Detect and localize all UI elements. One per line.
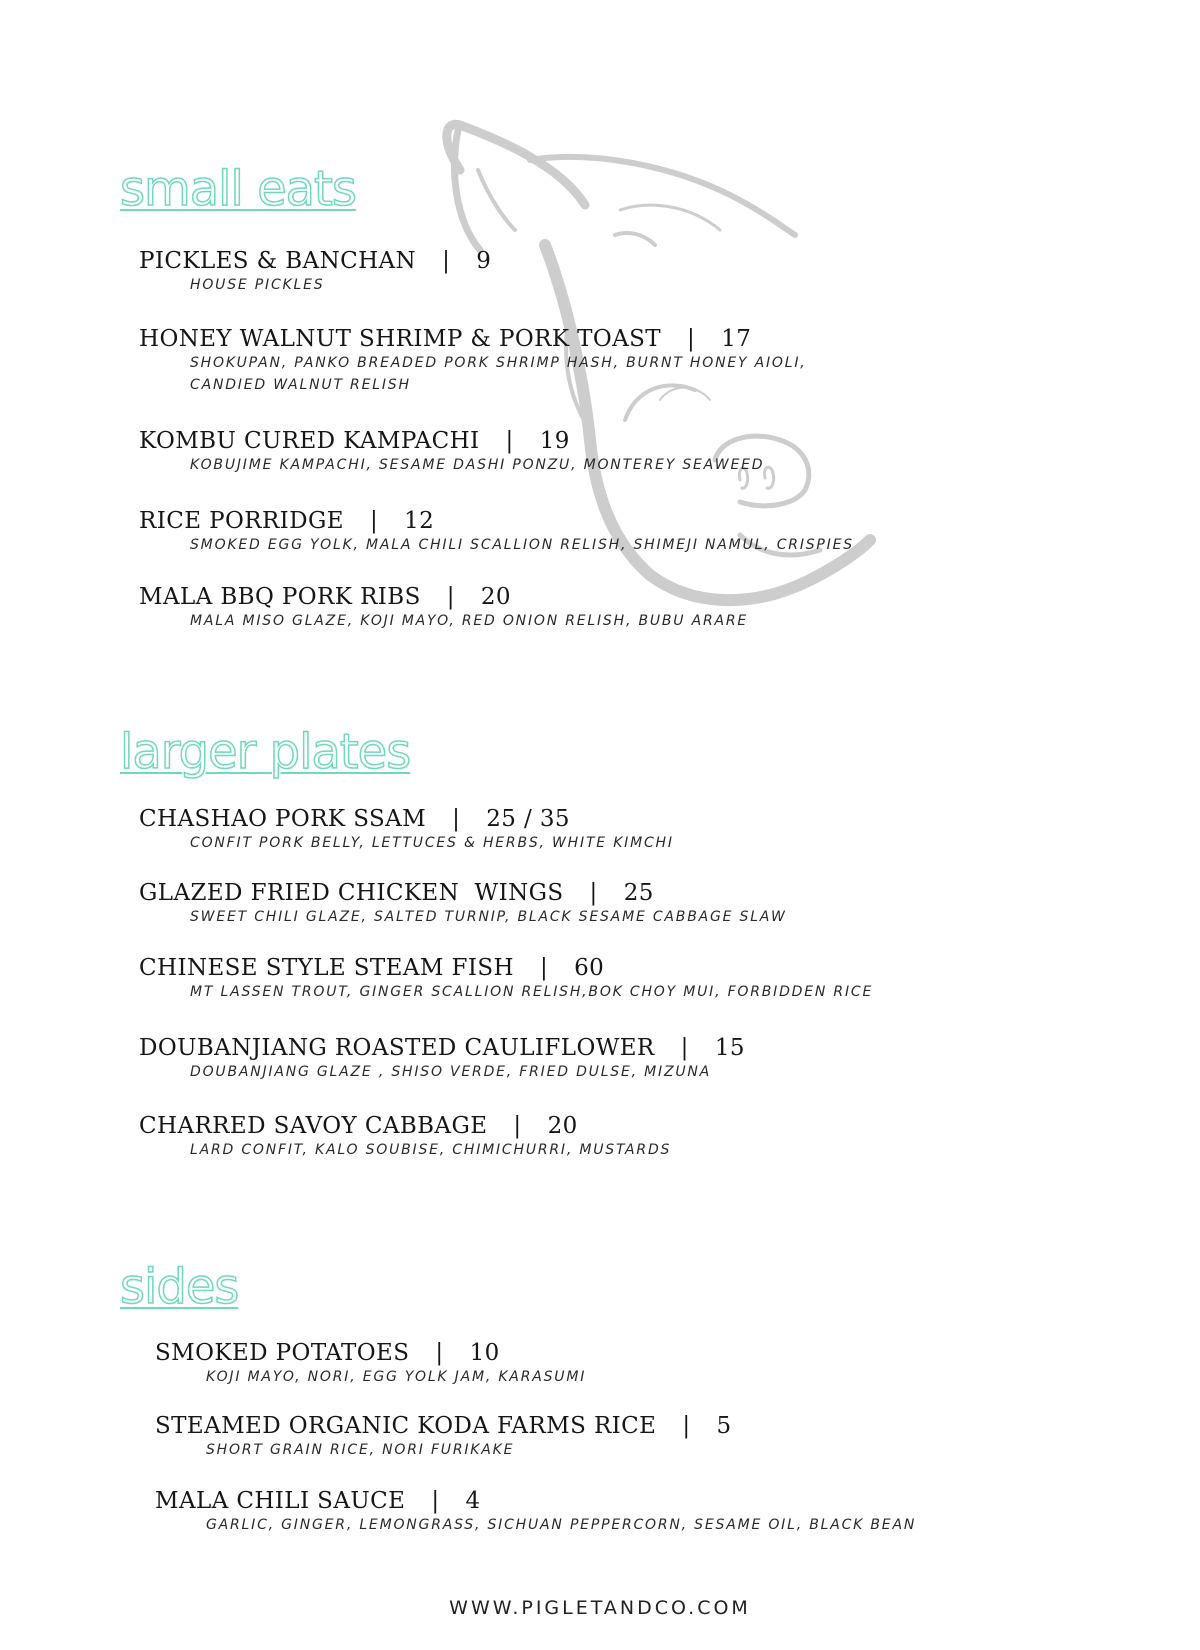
price-separator: | xyxy=(435,1340,444,1366)
item-line xyxy=(139,1035,745,1061)
item-price: 9 xyxy=(476,248,492,274)
section-title-larger-plates: larger plates xyxy=(120,724,411,780)
price-separator: | xyxy=(687,326,696,352)
item-line xyxy=(139,1113,671,1139)
menu-item xyxy=(139,880,787,928)
item-price: 4 xyxy=(465,1488,481,1514)
price-separator: | xyxy=(505,428,514,454)
item-price: 15 xyxy=(714,1035,745,1061)
item-price: 25 xyxy=(623,880,654,906)
item-description: SMOKED EGG YOLK, MALA CHILI SCALLION RELISH, SHIMEJI NAMUL, CRISPIES xyxy=(190,537,854,553)
price-separator: | xyxy=(589,880,598,906)
item-name: STEAMED ORGANIC KODA FARMS RICE xyxy=(155,1413,657,1439)
item-line xyxy=(139,326,807,352)
item-line xyxy=(139,248,491,274)
item-price: 60 xyxy=(574,955,605,981)
item-line xyxy=(139,806,674,832)
menu-item xyxy=(139,326,807,396)
menu-item xyxy=(139,428,764,476)
price-separator: | xyxy=(442,248,451,274)
item-description: LARD CONFIT, KALO SOUBISE, CHIMICHURRI, MUSTARDS xyxy=(190,1142,672,1158)
item-description: SHOKUPAN, PANKO BREADED PORK SHRIMP HASH, BURNT HONEY AIOLI, CANDIED WALNUT RELISH xyxy=(190,355,807,393)
item-name: SMOKED POTATOES xyxy=(155,1340,410,1366)
website-link[interactable]: WWW.PIGLETANDCO.COM xyxy=(449,1597,751,1619)
price-separator: | xyxy=(431,1488,440,1514)
item-name: PICKLES & BANCHAN xyxy=(139,248,417,274)
item-description: KOJI MAYO, NORI, EGG YOLK JAM, KARASUMI xyxy=(206,1369,587,1385)
item-description: GARLIC, GINGER, LEMONGRASS, SICHUAN PEPPERCORN, SESAME OIL, BLACK BEAN xyxy=(206,1517,917,1533)
item-price: 20 xyxy=(480,584,511,610)
menu-item xyxy=(139,1113,671,1161)
item-name: CHINESE STYLE STEAM FISH xyxy=(139,955,514,981)
price-separator: | xyxy=(452,806,461,832)
item-description: DOUBANJIANG GLAZE , SHISO VERDE, FRIED DULSE, MIZUNA xyxy=(190,1064,712,1080)
item-description: KOBUJIME KAMPACHI, SESAME DASHI PONZU, MONTEREY SEAWEED xyxy=(190,457,765,473)
item-price: 5 xyxy=(716,1413,732,1439)
menu-item xyxy=(155,1340,586,1388)
item-line xyxy=(155,1488,916,1514)
item-line xyxy=(139,955,873,981)
section-title-small-eats: small eats xyxy=(120,161,356,217)
item-description: MT LASSEN TROUT, GINGER SCALLION RELISH,BOK CHOY MUI, FORBIDDEN RICE xyxy=(190,984,874,1000)
menu-item xyxy=(155,1488,916,1536)
menu-item xyxy=(139,584,748,632)
item-price: 12 xyxy=(404,508,435,534)
menu-item xyxy=(139,508,854,556)
item-price: 17 xyxy=(721,326,752,352)
menu-item xyxy=(139,806,674,854)
item-name: CHARRED SAVOY CABBAGE xyxy=(139,1113,488,1139)
item-price: 10 xyxy=(469,1340,500,1366)
item-description: SWEET CHILI GLAZE, SALTED TURNIP, BLACK SESAME CABBAGE SLAW xyxy=(190,909,787,925)
item-name: MALA CHILI SAUCE xyxy=(155,1488,406,1514)
item-price: 19 xyxy=(539,428,570,454)
price-separator: | xyxy=(682,1413,691,1439)
item-name: RICE PORRIDGE xyxy=(139,508,344,534)
item-name: DOUBANJIANG ROASTED CAULIFLOWER xyxy=(139,1035,655,1061)
item-name: HONEY WALNUT SHRIMP & PORK TOAST xyxy=(139,326,662,352)
item-price: 20 xyxy=(547,1113,578,1139)
price-separator: | xyxy=(369,508,379,534)
item-line xyxy=(139,880,787,906)
item-description: HOUSE PICKLES xyxy=(190,277,325,293)
item-line xyxy=(155,1340,586,1366)
price-separator: | xyxy=(539,955,549,981)
menu-item xyxy=(139,955,873,1003)
menu-item xyxy=(139,1035,745,1083)
item-description: CONFIT PORK BELLY, LETTUCES & HERBS, WHITE KIMCHI xyxy=(190,835,674,851)
section-title-sides: sides xyxy=(120,1259,239,1315)
item-description: MALA MISO GLAZE, KOJI MAYO, RED ONION RELISH, BUBU ARARE xyxy=(190,613,749,629)
price-separator: | xyxy=(680,1035,689,1061)
item-name: MALA BBQ PORK RIBS xyxy=(139,584,421,610)
price-separator: | xyxy=(513,1113,522,1139)
price-separator: | xyxy=(446,584,455,610)
menu-item xyxy=(139,248,491,296)
item-name: CHASHAO PORK SSAM xyxy=(139,806,427,832)
item-description: SHORT GRAIN RICE, NORI FURIKAKE xyxy=(206,1442,515,1458)
item-line xyxy=(155,1413,732,1439)
item-line xyxy=(139,508,854,534)
item-name: GLAZED FRIED CHICKEN WINGS xyxy=(139,880,564,906)
item-price: 25 / 35 xyxy=(486,806,570,832)
item-line xyxy=(139,428,764,454)
menu-item xyxy=(155,1413,732,1461)
item-name: KOMBU CURED KAMPACHI xyxy=(139,428,480,454)
item-line xyxy=(139,584,748,610)
